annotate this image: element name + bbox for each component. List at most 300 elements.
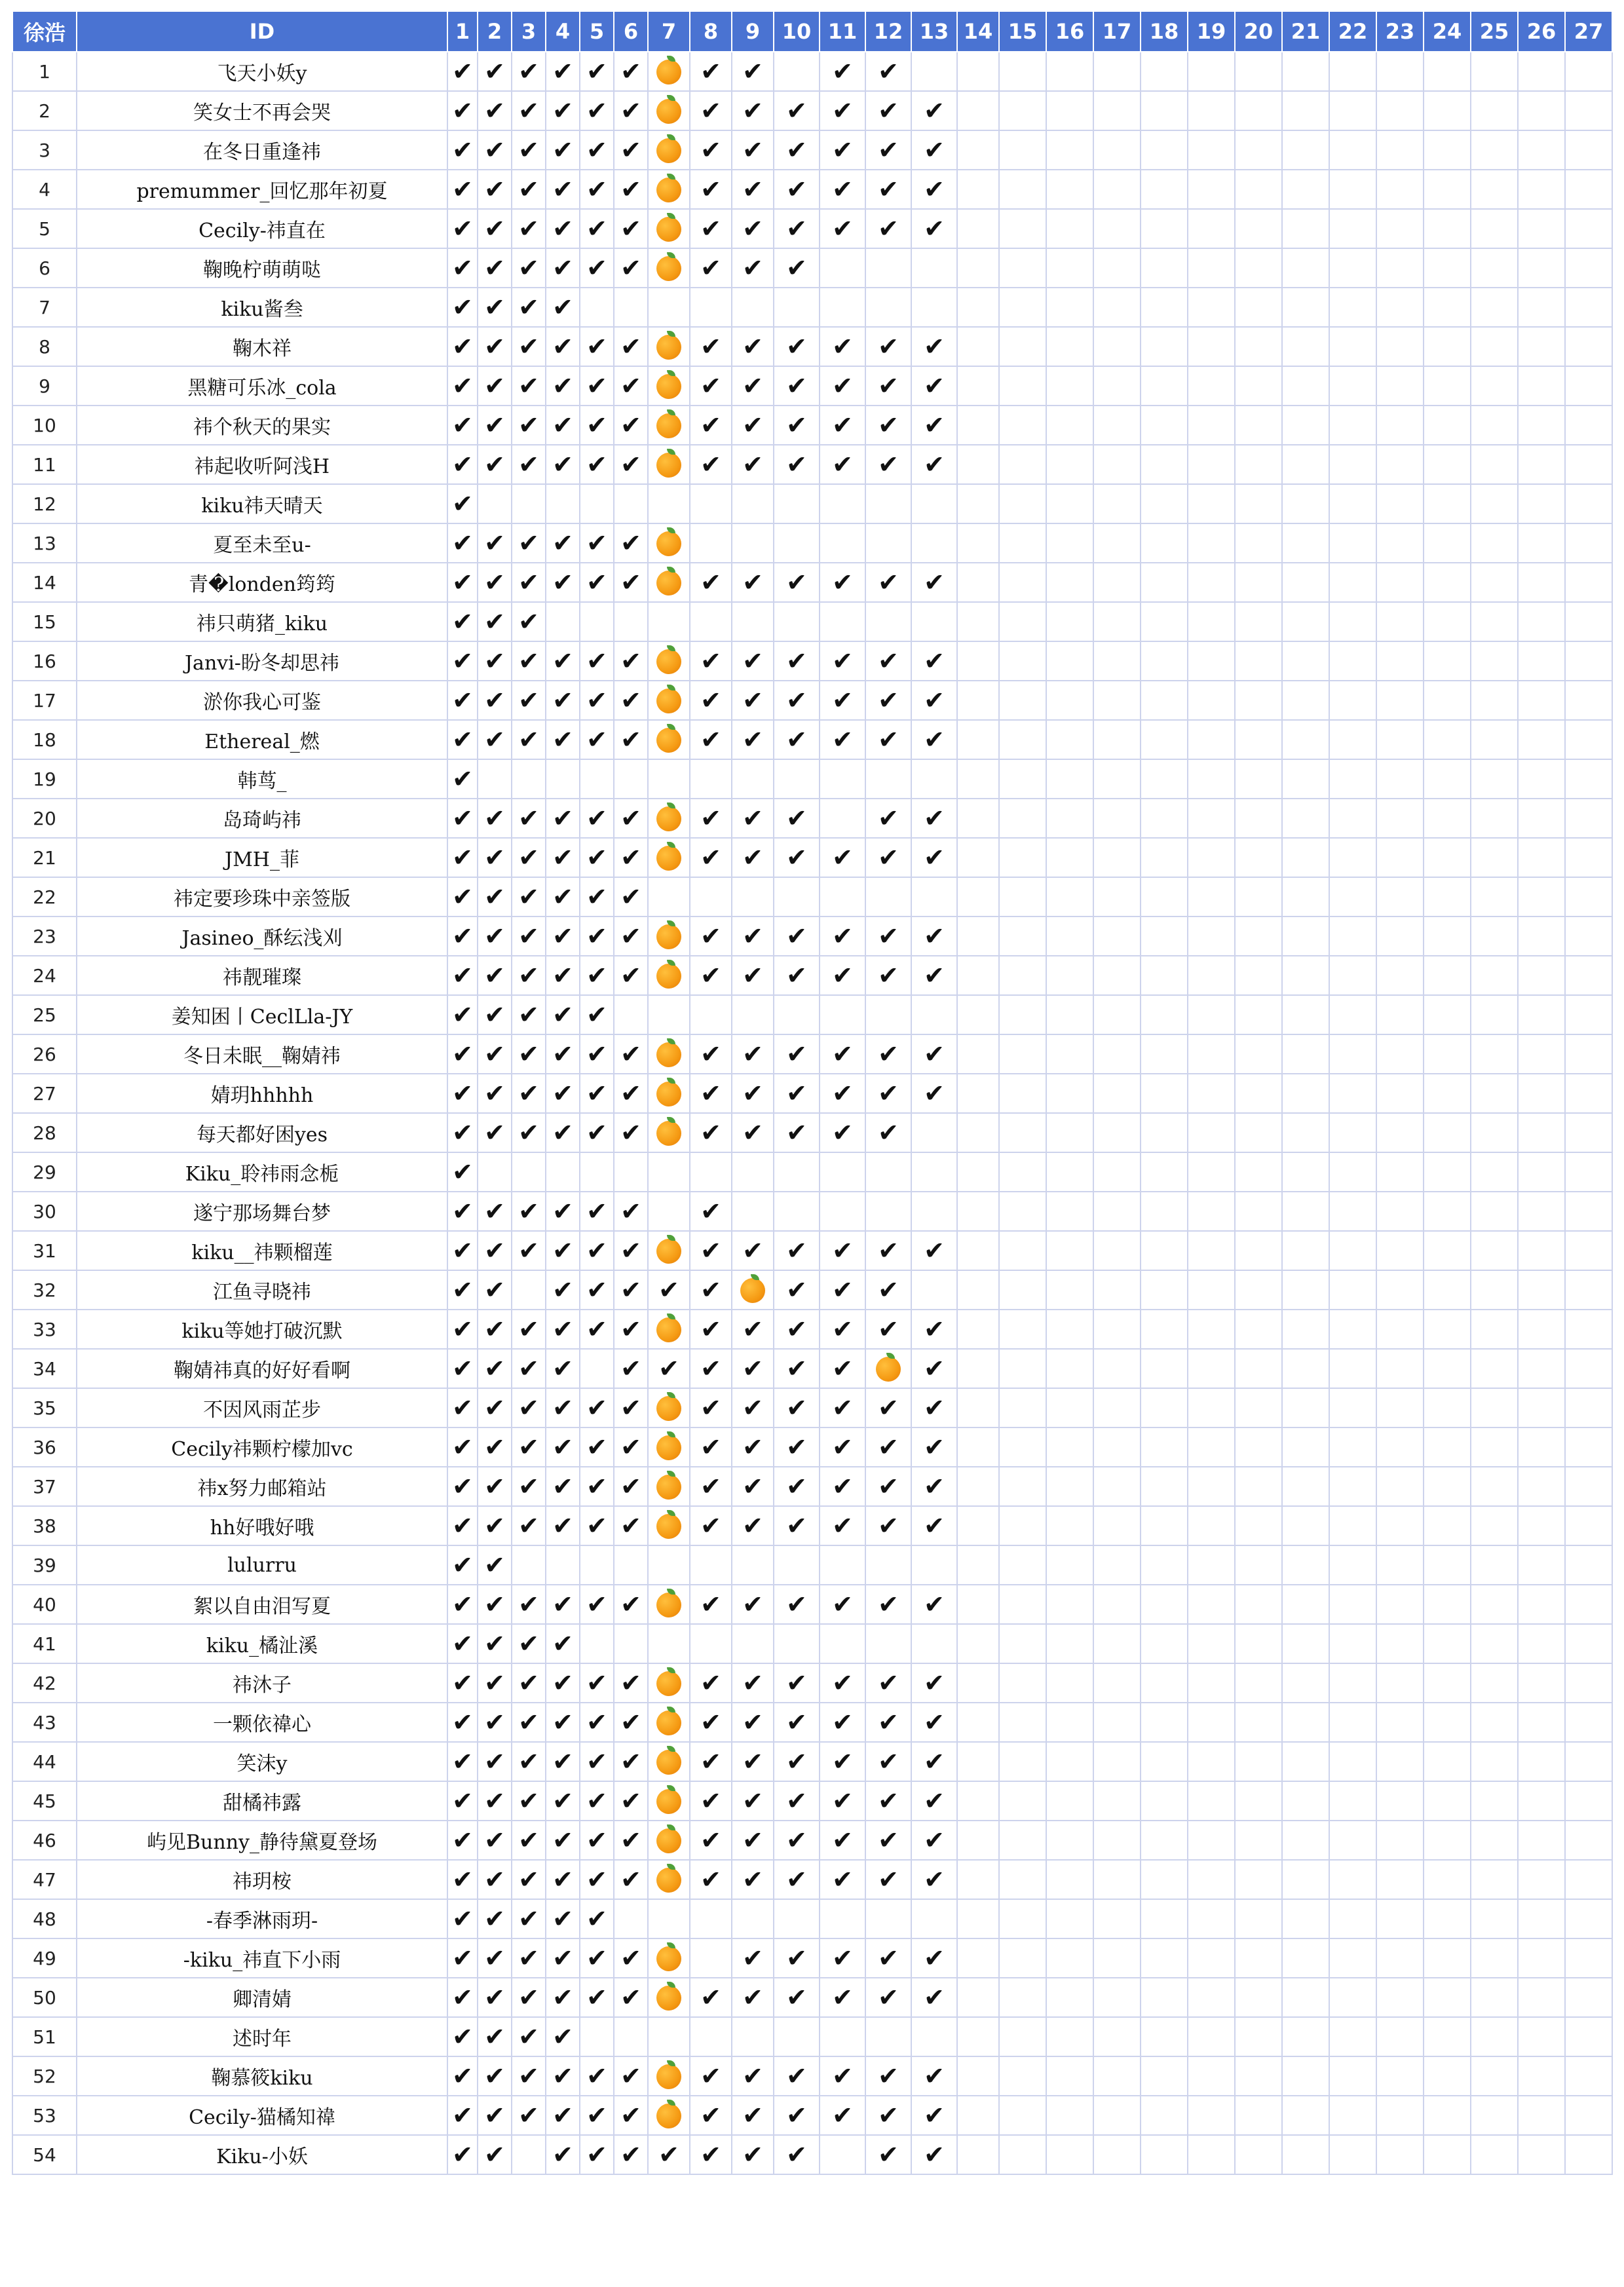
check-icon: ✔ [742, 371, 763, 400]
check-mark [512, 1742, 546, 1781]
empty-cell [1093, 1624, 1141, 1663]
check-icon: ✔ [518, 214, 539, 243]
check-icon: ✔ [786, 1786, 807, 1815]
check-mark [512, 917, 546, 956]
empty-cell [1046, 838, 1093, 877]
empty-cell [774, 759, 820, 799]
empty-cell [1046, 799, 1093, 838]
check-mark [865, 2135, 911, 2174]
empty-cell [1188, 877, 1235, 917]
user-id: 黑糖可乐冰_cola [77, 366, 447, 406]
table-row [12, 1113, 1612, 1152]
empty-cell [1188, 1624, 1235, 1663]
tangerine-mark [648, 1388, 690, 1427]
empty-cell [1282, 1703, 1329, 1742]
table-row [12, 1899, 1612, 1938]
check-mark [546, 248, 580, 288]
check-mark [447, 1113, 478, 1152]
empty-cell [1093, 1978, 1141, 2017]
check-icon: ✔ [452, 1236, 473, 1265]
check-icon: ✔ [518, 922, 539, 951]
check-mark [820, 1663, 865, 1703]
check-icon: ✔ [786, 371, 807, 400]
empty-cell [1376, 2135, 1424, 2174]
empty-cell [1093, 1034, 1141, 1074]
check-icon: ✔ [620, 647, 641, 675]
check-icon: ✔ [484, 607, 505, 636]
check-icon: ✔ [484, 214, 505, 243]
check-icon: ✔ [518, 647, 539, 675]
empty-cell [1093, 602, 1141, 641]
tangerine-mark [648, 563, 690, 602]
empty-cell [1093, 1388, 1141, 1427]
check-icon: ✔ [832, 371, 853, 400]
check-icon: ✔ [742, 1393, 763, 1422]
empty-cell [1376, 248, 1424, 288]
day-header: 24 [1424, 11, 1471, 52]
day-header: 15 [999, 11, 1046, 52]
check-mark [774, 2056, 820, 2096]
check-mark [614, 170, 648, 209]
check-icon: ✔ [518, 136, 539, 164]
empty-cell [957, 1231, 999, 1270]
check-mark [865, 1034, 911, 1074]
empty-cell [648, 877, 690, 917]
check-mark [546, 406, 580, 445]
check-icon: ✔ [452, 804, 473, 833]
empty-cell [1282, 1349, 1329, 1388]
check-mark [732, 52, 774, 91]
check-icon: ✔ [452, 411, 473, 440]
check-icon: ✔ [878, 450, 899, 479]
user-id: 不因风雨芷步 [77, 1388, 447, 1427]
check-icon: ✔ [878, 1040, 899, 1068]
empty-cell [999, 1427, 1046, 1467]
empty-cell [1141, 838, 1188, 877]
empty-cell [1188, 759, 1235, 799]
empty-cell [1518, 681, 1565, 720]
empty-cell [512, 1152, 546, 1192]
empty-cell [1141, 406, 1188, 445]
table-row [12, 523, 1612, 563]
empty-cell [1565, 1860, 1612, 1899]
empty-cell [1329, 1310, 1376, 1349]
check-mark [774, 1703, 820, 1742]
check-icon: ✔ [658, 1276, 679, 1304]
row-number: 24 [12, 956, 77, 995]
check-mark [447, 1349, 478, 1388]
check-mark [614, 366, 648, 406]
check-mark [820, 1585, 865, 1624]
empty-cell [614, 602, 648, 641]
check-icon: ✔ [484, 1197, 505, 1226]
tangerine-icon [656, 1946, 681, 1971]
empty-cell [1141, 1663, 1188, 1703]
empty-cell [999, 1978, 1046, 2017]
empty-cell [1424, 248, 1471, 288]
check-icon: ✔ [552, 1708, 573, 1737]
empty-cell [1471, 2017, 1518, 2056]
check-icon: ✔ [586, 1865, 607, 1894]
check-icon: ✔ [484, 175, 505, 204]
empty-cell [1424, 288, 1471, 327]
empty-cell [1376, 1427, 1424, 1467]
empty-cell [1093, 523, 1141, 563]
check-icon: ✔ [620, 1118, 641, 1147]
table-row [12, 248, 1612, 288]
check-mark [580, 1899, 614, 1938]
row-number: 30 [12, 1192, 77, 1231]
header-row [12, 11, 1612, 52]
check-icon: ✔ [924, 1747, 945, 1776]
empty-cell [1046, 2017, 1093, 2056]
empty-cell [1188, 1034, 1235, 1074]
check-icon: ✔ [484, 1354, 505, 1383]
check-mark [820, 641, 865, 681]
check-mark [447, 917, 478, 956]
empty-cell [1141, 956, 1188, 995]
empty-cell [999, 366, 1046, 406]
empty-cell [1093, 406, 1141, 445]
check-mark [512, 1899, 546, 1938]
empty-cell [1046, 563, 1093, 602]
empty-cell [999, 2056, 1046, 2096]
check-mark [732, 1310, 774, 1349]
empty-cell [1424, 917, 1471, 956]
empty-cell [1282, 1270, 1329, 1310]
empty-cell [1518, 366, 1565, 406]
tangerine-mark [648, 1427, 690, 1467]
empty-cell [1282, 1231, 1329, 1270]
check-mark [690, 91, 732, 130]
table-row [12, 209, 1612, 248]
user-id: 飞天小妖y [77, 52, 447, 91]
tangerine-icon [656, 728, 681, 753]
check-mark [447, 799, 478, 838]
empty-cell [1424, 2096, 1471, 2135]
check-icon: ✔ [786, 1393, 807, 1422]
empty-cell [1376, 130, 1424, 170]
check-icon: ✔ [518, 96, 539, 125]
check-mark [580, 1427, 614, 1467]
empty-cell [1376, 1310, 1424, 1349]
check-icon: ✔ [586, 1040, 607, 1068]
check-icon: ✔ [742, 843, 763, 872]
check-mark [774, 1860, 820, 1899]
check-mark [546, 641, 580, 681]
check-mark [478, 2135, 512, 2174]
empty-cell [1141, 681, 1188, 720]
check-icon: ✔ [620, 1393, 641, 1422]
check-mark [580, 563, 614, 602]
check-icon: ✔ [552, 2062, 573, 2090]
check-icon: ✔ [742, 1472, 763, 1501]
empty-cell [1235, 1310, 1282, 1349]
empty-cell [1329, 1585, 1376, 1624]
empty-cell [1329, 1113, 1376, 1152]
check-icon: ✔ [878, 1118, 899, 1147]
empty-cell [1329, 1034, 1376, 1074]
table-row [12, 877, 1612, 917]
check-mark [478, 1781, 512, 1821]
check-mark [614, 1310, 648, 1349]
check-icon: ✔ [586, 254, 607, 282]
check-icon: ✔ [620, 1040, 641, 1068]
check-mark [690, 1074, 732, 1113]
tangerine-icon [656, 453, 681, 478]
empty-cell [957, 838, 999, 877]
check-icon: ✔ [878, 922, 899, 951]
check-icon: ✔ [786, 1079, 807, 1108]
empty-cell [911, 1270, 957, 1310]
empty-cell [1518, 1074, 1565, 1113]
empty-cell [1282, 91, 1329, 130]
check-mark [732, 563, 774, 602]
check-icon: ✔ [586, 175, 607, 204]
empty-cell [1046, 681, 1093, 720]
row-number: 16 [12, 641, 77, 681]
check-mark [478, 406, 512, 445]
user-id: 遂宁那场舞台梦 [77, 1192, 447, 1231]
empty-cell [774, 1545, 820, 1585]
check-mark [478, 445, 512, 484]
tangerine-icon [656, 335, 681, 360]
empty-cell [1093, 248, 1141, 288]
check-mark [820, 366, 865, 406]
check-icon: ✔ [832, 1944, 853, 1973]
empty-cell [1376, 1781, 1424, 1821]
empty-cell [1518, 1899, 1565, 1938]
check-mark [865, 681, 911, 720]
empty-cell [1282, 1663, 1329, 1703]
check-mark [865, 1427, 911, 1467]
check-mark [512, 1978, 546, 2017]
empty-cell [1188, 248, 1235, 288]
empty-cell [1471, 1113, 1518, 1152]
check-mark [478, 956, 512, 995]
check-icon: ✔ [552, 1433, 573, 1462]
empty-cell [1329, 1388, 1376, 1427]
empty-cell [1046, 1388, 1093, 1427]
empty-cell [1376, 1506, 1424, 1545]
tangerine-mark [648, 641, 690, 681]
table-row [12, 445, 1612, 484]
empty-cell [1093, 956, 1141, 995]
check-mark [732, 1388, 774, 1427]
empty-cell [1046, 91, 1093, 130]
empty-cell [999, 1506, 1046, 1545]
check-mark [732, 2096, 774, 2135]
tangerine-mark [648, 366, 690, 406]
check-mark [690, 1585, 732, 1624]
tangerine-mark [648, 1467, 690, 1506]
empty-cell [1093, 1742, 1141, 1781]
check-icon: ✔ [452, 1904, 473, 1933]
check-icon: ✔ [552, 411, 573, 440]
empty-cell [1376, 720, 1424, 759]
empty-cell [820, 248, 865, 288]
empty-cell [1329, 641, 1376, 681]
empty-cell [1282, 838, 1329, 877]
check-mark [546, 995, 580, 1034]
empty-cell [1565, 1899, 1612, 1938]
empty-cell [1518, 1467, 1565, 1506]
check-icon: ✔ [484, 1708, 505, 1737]
check-icon: ✔ [924, 371, 945, 400]
empty-cell [1093, 1074, 1141, 1113]
check-mark [447, 91, 478, 130]
check-icon: ✔ [484, 686, 505, 715]
empty-cell [1518, 2135, 1565, 2174]
empty-cell [1424, 641, 1471, 681]
empty-cell [957, 130, 999, 170]
empty-cell [999, 406, 1046, 445]
check-icon: ✔ [700, 1433, 721, 1462]
check-icon: ✔ [552, 686, 573, 715]
check-icon: ✔ [552, 136, 573, 164]
empty-cell [1282, 1821, 1329, 1860]
check-mark [614, 523, 648, 563]
check-icon: ✔ [484, 1000, 505, 1029]
empty-cell [1235, 1113, 1282, 1152]
table-row [12, 1270, 1612, 1310]
table-row [12, 1781, 1612, 1821]
check-mark [546, 1349, 580, 1388]
check-mark [546, 1663, 580, 1703]
day-header: 10 [774, 11, 820, 52]
check-mark [546, 2096, 580, 2135]
check-icon: ✔ [786, 961, 807, 990]
empty-cell [1329, 1152, 1376, 1192]
check-mark [614, 130, 648, 170]
empty-cell [1141, 1506, 1188, 1545]
empty-cell [1188, 1821, 1235, 1860]
check-mark [865, 1938, 911, 1978]
check-icon: ✔ [484, 2022, 505, 2051]
check-icon: ✔ [924, 1983, 945, 2012]
empty-cell [1518, 2017, 1565, 2056]
check-icon: ✔ [620, 1472, 641, 1501]
empty-cell [1235, 327, 1282, 366]
check-mark [911, 1703, 957, 1742]
empty-cell [1565, 917, 1612, 956]
empty-cell [957, 1310, 999, 1349]
check-mark [774, 1467, 820, 1506]
check-mark [447, 170, 478, 209]
empty-cell [1518, 1663, 1565, 1703]
empty-cell [999, 288, 1046, 327]
empty-cell [1329, 523, 1376, 563]
user-id: kiku祎天晴天 [77, 484, 447, 523]
check-icon: ✔ [700, 136, 721, 164]
check-icon: ✔ [452, 1786, 473, 1815]
check-icon: ✔ [484, 1040, 505, 1068]
check-mark [865, 720, 911, 759]
empty-cell [1376, 602, 1424, 641]
empty-cell [1093, 838, 1141, 877]
check-mark [820, 1034, 865, 1074]
empty-cell [1565, 1270, 1612, 1310]
empty-cell [774, 1624, 820, 1663]
empty-cell [1329, 563, 1376, 602]
empty-cell [1235, 1427, 1282, 1467]
check-icon: ✔ [484, 1079, 505, 1108]
check-mark [820, 1467, 865, 1506]
empty-cell [1424, 523, 1471, 563]
day-header: 26 [1518, 11, 1565, 52]
empty-cell [546, 1152, 580, 1192]
empty-cell [999, 1192, 1046, 1231]
day-header: 25 [1471, 11, 1518, 52]
empty-cell [1329, 1899, 1376, 1938]
empty-cell [1188, 2056, 1235, 2096]
empty-cell [1518, 1034, 1565, 1074]
check-icon: ✔ [518, 882, 539, 911]
check-mark [732, 327, 774, 366]
check-icon: ✔ [742, 568, 763, 597]
empty-cell [1235, 1703, 1282, 1742]
empty-cell [1565, 563, 1612, 602]
empty-cell [911, 1545, 957, 1585]
check-icon: ✔ [552, 1904, 573, 1933]
check-mark [478, 327, 512, 366]
empty-cell [1376, 484, 1424, 523]
empty-cell [999, 1310, 1046, 1349]
day-header: 5 [580, 11, 614, 52]
check-mark [447, 1821, 478, 1860]
empty-cell [1235, 1467, 1282, 1506]
check-mark [690, 2096, 732, 2135]
check-icon: ✔ [700, 175, 721, 204]
check-icon: ✔ [552, 293, 573, 322]
check-icon: ✔ [700, 686, 721, 715]
check-mark [690, 1978, 732, 2017]
check-icon: ✔ [878, 136, 899, 164]
check-mark [820, 1349, 865, 1388]
check-icon: ✔ [878, 1669, 899, 1697]
tangerine-icon [656, 1239, 681, 1264]
check-icon: ✔ [832, 1472, 853, 1501]
check-icon: ✔ [786, 922, 807, 951]
check-icon: ✔ [484, 450, 505, 479]
tangerine-mark [648, 91, 690, 130]
empty-cell [1188, 170, 1235, 209]
user-id: Kiku_聆祎雨念栀 [77, 1152, 447, 1192]
empty-cell [1518, 917, 1565, 956]
row-number: 2 [12, 91, 77, 130]
check-icon: ✔ [620, 1983, 641, 2012]
empty-cell [1471, 1781, 1518, 1821]
user-id: premummer_回忆那年初夏 [77, 170, 447, 209]
check-icon: ✔ [484, 1590, 505, 1619]
check-icon: ✔ [484, 371, 505, 400]
check-icon: ✔ [786, 843, 807, 872]
tangerine-mark [648, 2056, 690, 2096]
check-icon: ✔ [700, 1393, 721, 1422]
check-icon: ✔ [452, 647, 473, 675]
check-mark [478, 1113, 512, 1152]
empty-cell [957, 2135, 999, 2174]
empty-cell [1376, 1074, 1424, 1113]
check-mark [614, 1388, 648, 1427]
check-icon: ✔ [832, 1708, 853, 1737]
empty-cell [999, 130, 1046, 170]
check-icon: ✔ [832, 1865, 853, 1894]
check-mark [546, 1074, 580, 1113]
check-icon: ✔ [878, 843, 899, 872]
empty-cell [999, 956, 1046, 995]
check-mark [732, 641, 774, 681]
